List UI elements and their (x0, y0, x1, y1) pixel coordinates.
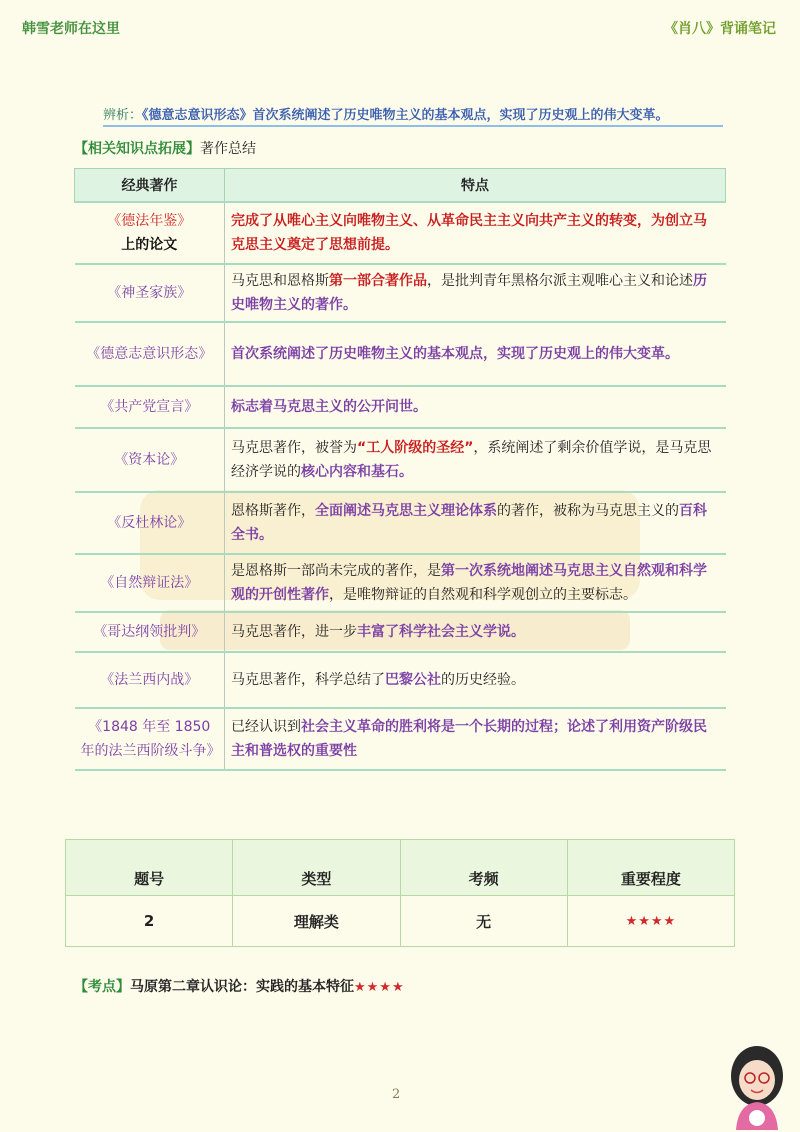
work-feature-cell (225, 322, 726, 386)
work-title-sub: 上的论文 (121, 237, 178, 253)
info-frequency: 无 (400, 896, 567, 947)
work-title: 《资本论》 (114, 452, 185, 468)
info-header-frequency: 考频 (400, 840, 567, 896)
work-title-cell (75, 652, 225, 708)
topic-heading (74, 138, 256, 158)
analysis-label: 辨析： (103, 108, 143, 123)
feature-text: 标志着马克思主义的公开问世。 (231, 399, 427, 415)
feature-text: 社会主义革命的胜利将是一个长期的过程；论述了利用资产阶级民主和普选权的重要性 (231, 719, 707, 759)
feature-text: 历史唯物主义的著作。 (231, 273, 707, 313)
works-row (75, 264, 726, 322)
analysis-text: 《德意志意识形态》首次系统阐述了历史唯物主义的基本观点，实现了历史观上的伟大变革。 (142, 108, 669, 123)
works-row (75, 202, 726, 264)
feature-text: “工人阶级的圣经” (357, 440, 474, 456)
feature-text: 的著作，被称为马克思主义的 (497, 503, 679, 519)
work-title-cell (75, 386, 225, 428)
works-row (75, 322, 726, 386)
feature-text: ，是批判青年黑格尔派主观唯心主义和论述 (427, 273, 693, 289)
work-title-cell (75, 428, 225, 492)
feature-text: 第一次系统地阐述马克思主义自然观和科学观的开创性著作 (231, 563, 707, 603)
feature-text: 丰富了科学社会主义学说。 (357, 624, 525, 640)
teacher-avatar (724, 1040, 790, 1130)
feature-text: 已经认识到 (231, 719, 301, 735)
work-feature-cell (225, 386, 726, 428)
works-row (75, 612, 726, 652)
feature-text: 马克思著作，进一步 (231, 624, 357, 640)
works-row (75, 554, 726, 612)
work-title: 《1848 年至 1850 年的法兰西阶级斗争》 (80, 719, 221, 759)
feature-text: 马克思和恩格斯 (231, 273, 329, 289)
work-feature-cell (225, 652, 726, 708)
works-row (75, 492, 726, 554)
topic-text: 著作总结 (200, 141, 256, 157)
work-feature-cell (225, 428, 726, 492)
analysis-line (103, 104, 723, 127)
feature-text: 首次系统阐述了历史唯物主义的基本观点，实现了历史观上的伟大变革。 (231, 346, 679, 362)
work-title: 《神圣家族》 (107, 285, 192, 301)
work-title: 《自然辩证法》 (100, 575, 199, 591)
feature-text: 恩格斯著作， (231, 503, 315, 519)
kaodian-line (74, 976, 405, 996)
feature-text: 巴黎公社 (385, 672, 441, 688)
info-number: 2 (66, 896, 233, 947)
feature-text: 完成了从唯心主义向唯物主义、从革命民主主义向共产主义的转变，为创立马克思主义奠定了思想前提。 (231, 213, 707, 253)
works-row (75, 708, 726, 770)
work-feature-cell (225, 708, 726, 770)
work-feature-cell (225, 202, 726, 264)
kaodian-stars: ★★★★ (354, 980, 405, 995)
work-title-cell (75, 554, 225, 612)
works-table (74, 168, 726, 771)
feature-text: 核心内容和基石。 (301, 464, 413, 480)
work-title-cell (75, 264, 225, 322)
works-row (75, 428, 726, 492)
info-header-importance: 重要程度 (567, 840, 734, 896)
work-feature-cell (225, 264, 726, 322)
feature-text: 马克思著作，科学总结了 (231, 672, 385, 688)
kaodian-bracket: 【考点】 (74, 979, 130, 995)
work-title: 《共产党宣言》 (100, 399, 199, 415)
feature-text: ，系统阐述了剩余价值学说，是马克思经济学说的 (231, 440, 712, 480)
info-type: 理解类 (233, 896, 400, 947)
kaodian-text: 马原第二章认识论：实践的基本特征 (130, 979, 354, 995)
feature-text: ，是唯物辩证的自然观和科学观创立的主要标志。 (329, 587, 637, 603)
work-title-cell (75, 322, 225, 386)
feature-text: 是恩格斯一部尚未完成的著作，是 (231, 563, 441, 579)
info-header-type: 类型 (233, 840, 400, 896)
page-number: 2 (392, 1087, 401, 1102)
works-header-title: 经典著作 (75, 169, 225, 203)
work-title: 《哥达纲领批判》 (93, 624, 206, 640)
works-row (75, 386, 726, 428)
info-importance-stars: ★★★★ (567, 896, 734, 947)
info-header-number: 题号 (66, 840, 233, 896)
work-feature-cell (225, 612, 726, 652)
header-right: 《肖八》背诵笔记 (664, 21, 776, 37)
work-title-cell (75, 612, 225, 652)
work-title: 《德法年鉴》 (107, 213, 192, 229)
feature-text: 全面阐述马克思主义理论体系 (315, 503, 497, 519)
work-title-cell (75, 492, 225, 554)
info-row (66, 896, 735, 947)
works-row (75, 652, 726, 708)
feature-text: 的历史经验。 (441, 672, 525, 688)
work-title: 《反杜林论》 (107, 515, 192, 531)
feature-text: 百科全书。 (231, 503, 707, 543)
work-title: 《德意志意识形态》 (86, 346, 213, 362)
info-table (65, 839, 735, 947)
work-title-cell (75, 202, 225, 264)
work-title-cell (75, 708, 225, 770)
works-header-features: 特点 (225, 169, 726, 203)
work-feature-cell (225, 492, 726, 554)
feature-text: 马克思著作，被誉为 (231, 440, 357, 456)
work-feature-cell (225, 554, 726, 612)
topic-bracket: 【相关知识点拓展】 (74, 141, 200, 157)
feature-text: 第一部合著作品 (329, 273, 427, 289)
work-title: 《法兰西内战》 (100, 672, 199, 688)
header-left: 韩雪老师在这里 (22, 21, 120, 37)
